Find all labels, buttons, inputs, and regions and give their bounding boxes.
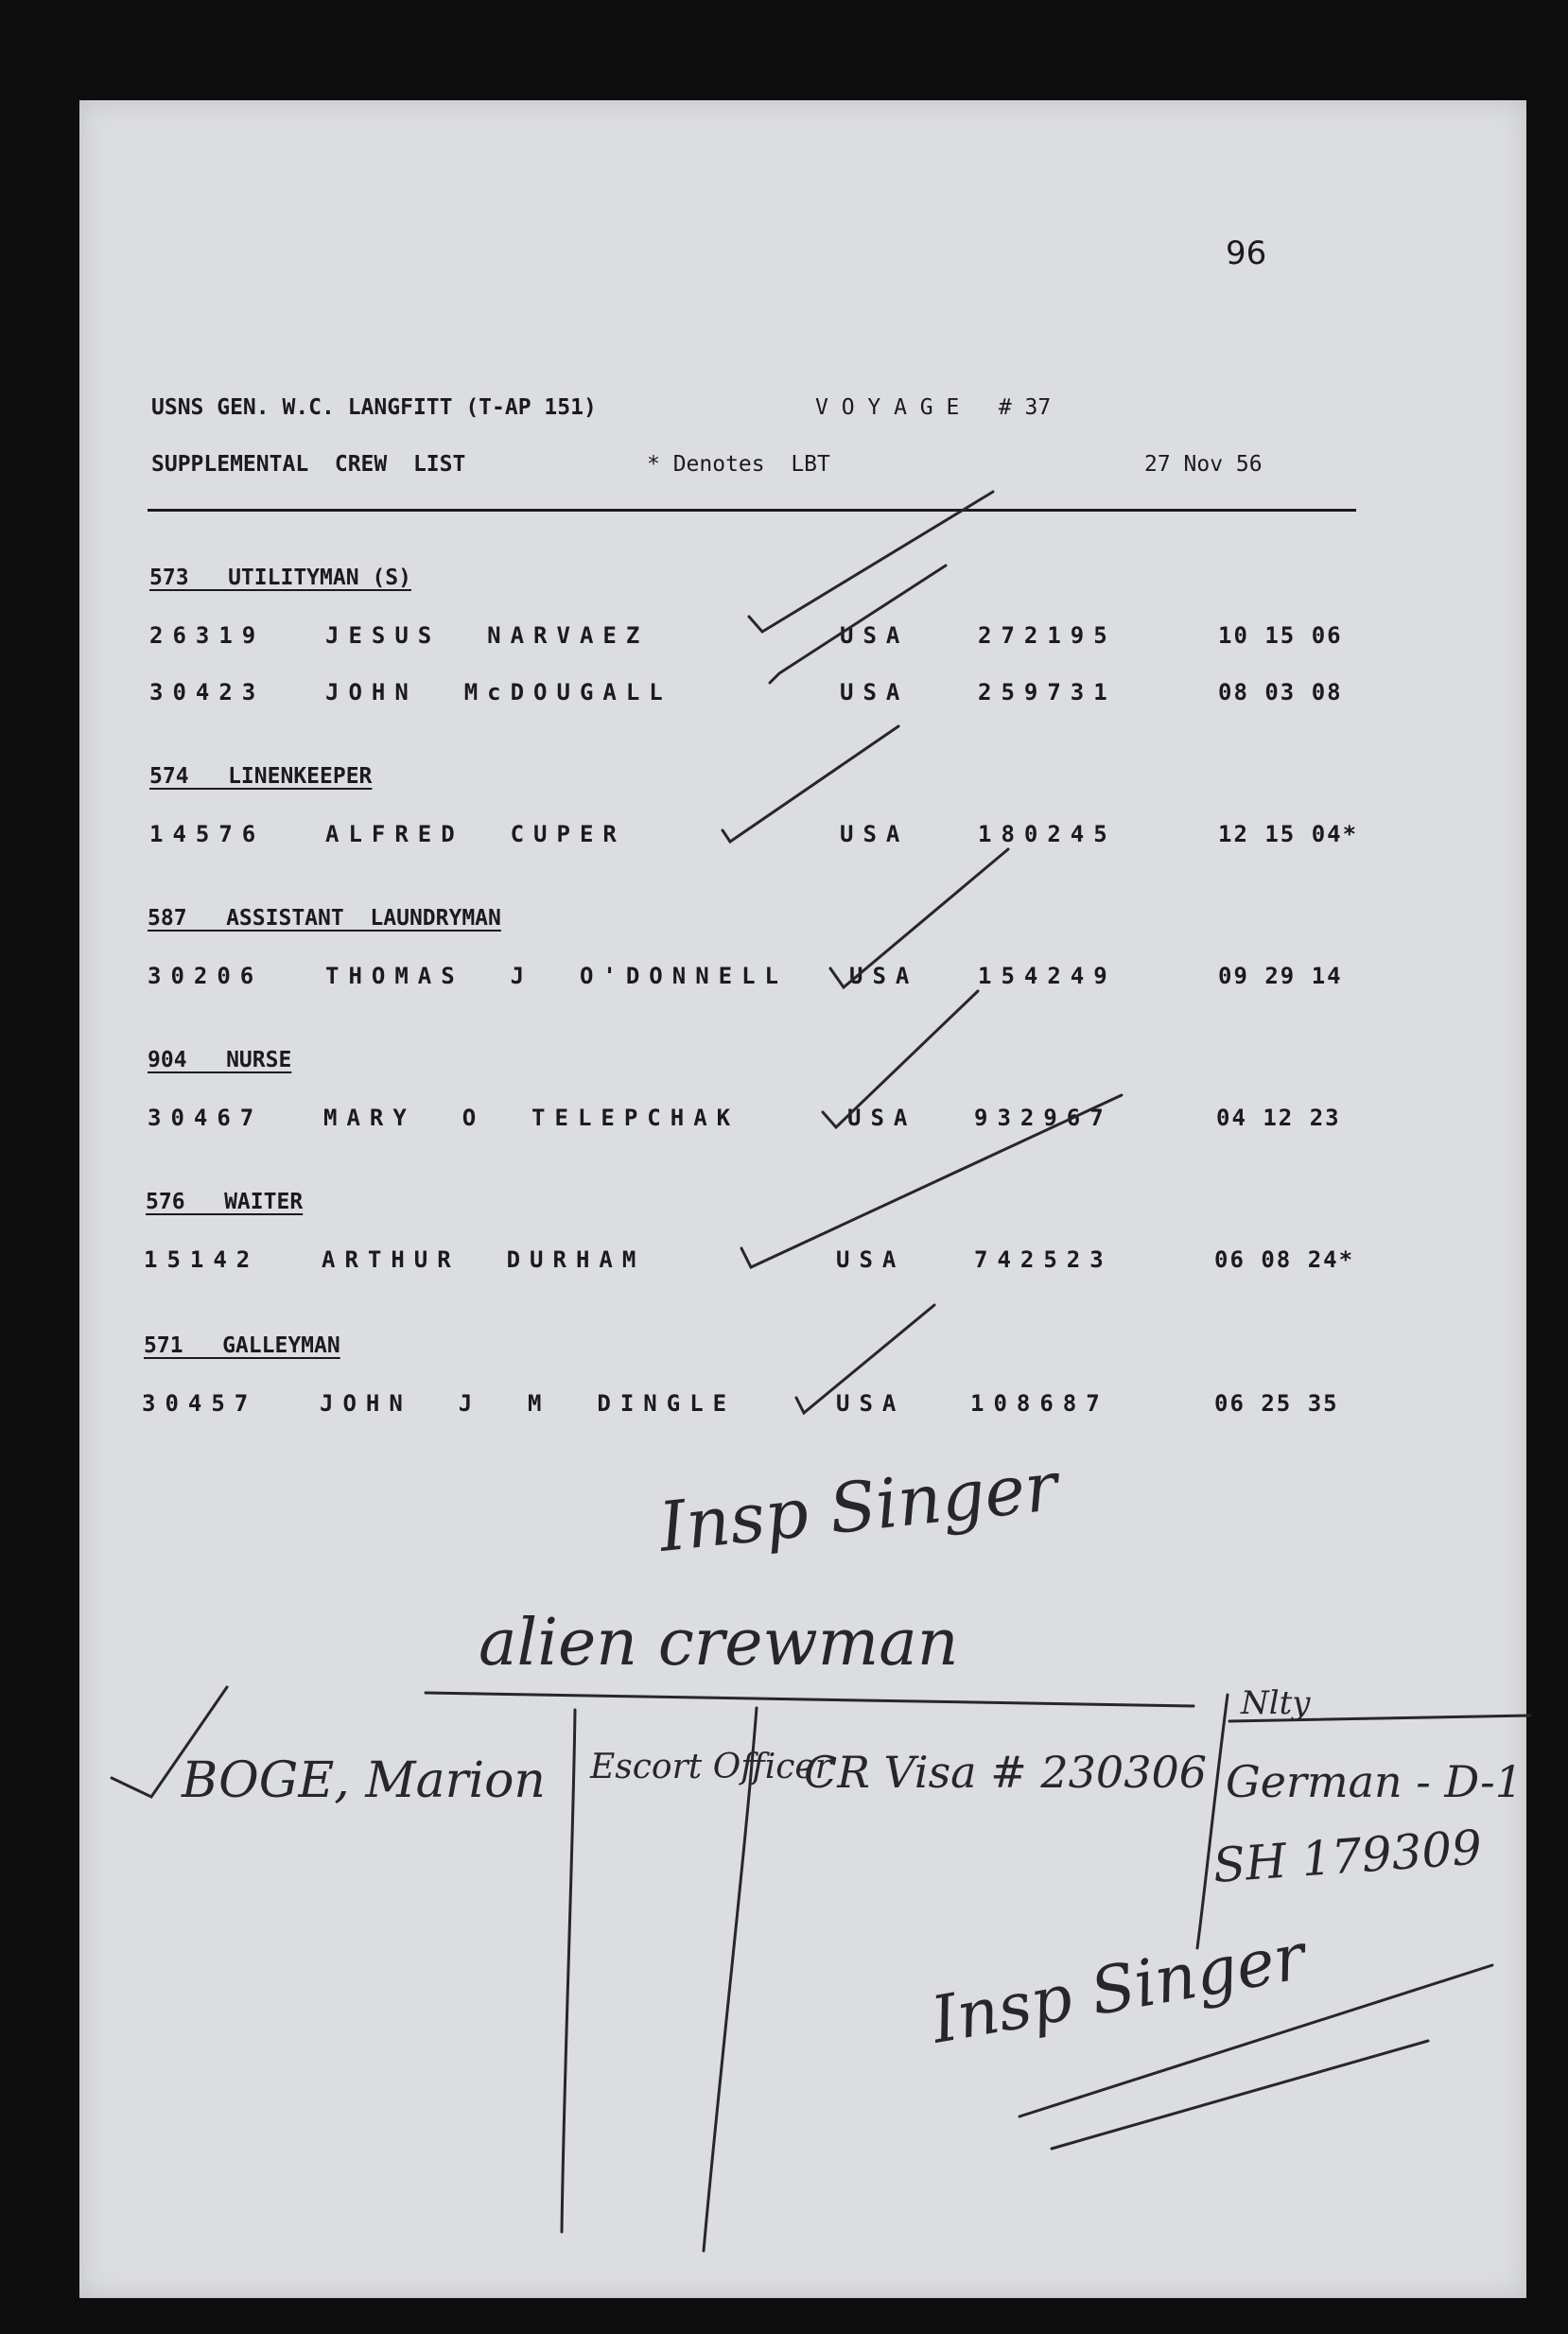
crew-nationality: USA bbox=[836, 1246, 906, 1273]
crew-number: 108687 bbox=[970, 1390, 1109, 1417]
section-heading: 576 WAITER bbox=[146, 1190, 304, 1214]
crew-name: MARY O TELEPCHAK bbox=[323, 1105, 740, 1131]
handwritten-name: BOGE, Marion bbox=[182, 1752, 546, 1809]
signature: Insp Singer bbox=[654, 1446, 1062, 1567]
header-rule bbox=[148, 509, 1356, 512]
crew-id: 30206 bbox=[148, 963, 264, 989]
voyage-number: V O Y A G E # 37 bbox=[815, 395, 1052, 420]
crew-name: JOHN J M DINGLE bbox=[320, 1390, 737, 1417]
crew-nationality: USA bbox=[849, 963, 919, 989]
crew-birthdate: 06 08 24* bbox=[1214, 1246, 1355, 1273]
list-title: SUPPLEMENTAL CREW LIST bbox=[151, 452, 466, 477]
alien-note: alien crewman bbox=[479, 1606, 959, 1681]
list-date: 27 Nov 56 bbox=[1144, 452, 1263, 477]
crew-name: JESUS NARVAEZ bbox=[325, 622, 650, 649]
crew-number: 272195 bbox=[978, 622, 1117, 649]
nationality: German - D-1 bbox=[1226, 1756, 1523, 1807]
crew-id: 30423 bbox=[149, 679, 266, 705]
crew-id: 30467 bbox=[148, 1105, 264, 1131]
crew-birthdate: 08 03 08 bbox=[1218, 679, 1343, 705]
crew-nationality: USA bbox=[836, 1390, 906, 1417]
crew-birthdate: 09 29 14 bbox=[1218, 963, 1343, 989]
crew-number: 742523 bbox=[974, 1246, 1113, 1273]
handwritten-role: Escort Officer bbox=[590, 1748, 831, 1786]
passport-number: SH 179309 bbox=[1211, 1820, 1484, 1893]
crew-birthdate: 10 15 06 bbox=[1218, 622, 1343, 649]
crew-birthdate: 06 25 35 bbox=[1214, 1390, 1339, 1417]
crew-id: 30457 bbox=[142, 1390, 258, 1417]
section-heading: 573 UTILITYMAN (S) bbox=[149, 566, 411, 590]
crew-birthdate: 04 12 23 bbox=[1216, 1105, 1341, 1131]
crew-number: 932967 bbox=[974, 1105, 1113, 1131]
crew-nationality: USA bbox=[840, 622, 910, 649]
page-number: 96 bbox=[1226, 235, 1267, 272]
crew-nationality: USA bbox=[840, 679, 910, 705]
crew-nationality: USA bbox=[840, 821, 910, 847]
vessel-name: USNS GEN. W.C. LANGFITT (T-AP 151) bbox=[151, 395, 597, 420]
crew-name: THOMAS J O'DONNELL bbox=[325, 963, 788, 989]
crew-nationality: USA bbox=[847, 1105, 917, 1131]
crew-birthdate: 12 15 04* bbox=[1218, 821, 1359, 847]
section-heading: 904 NURSE bbox=[148, 1048, 292, 1072]
crew-number: 259731 bbox=[978, 679, 1117, 705]
section-heading: 574 LINENKEEPER bbox=[149, 764, 373, 789]
visa-number: CR Visa # 230306 bbox=[804, 1747, 1207, 1798]
crew-id: 14576 bbox=[149, 821, 266, 847]
crew-id: 15142 bbox=[144, 1246, 260, 1273]
crew-name: ARTHUR DURHAM bbox=[322, 1246, 646, 1273]
section-heading: 587 ASSISTANT LAUNDRYMAN bbox=[148, 906, 501, 931]
crew-name: ALFRED CUPER bbox=[325, 821, 626, 847]
nationality-header: Nlty bbox=[1241, 1684, 1311, 1722]
section-heading: 571 GALLEYMAN bbox=[144, 1333, 340, 1358]
crew-id: 26319 bbox=[149, 622, 266, 649]
crew-number: 154249 bbox=[978, 963, 1117, 989]
crew-name: JOHN McDOUGALL bbox=[325, 679, 672, 705]
legend-note: * Denotes LBT bbox=[647, 452, 830, 477]
crew-number: 180245 bbox=[978, 821, 1117, 847]
signature-2: Insp Singer bbox=[926, 1919, 1311, 2059]
